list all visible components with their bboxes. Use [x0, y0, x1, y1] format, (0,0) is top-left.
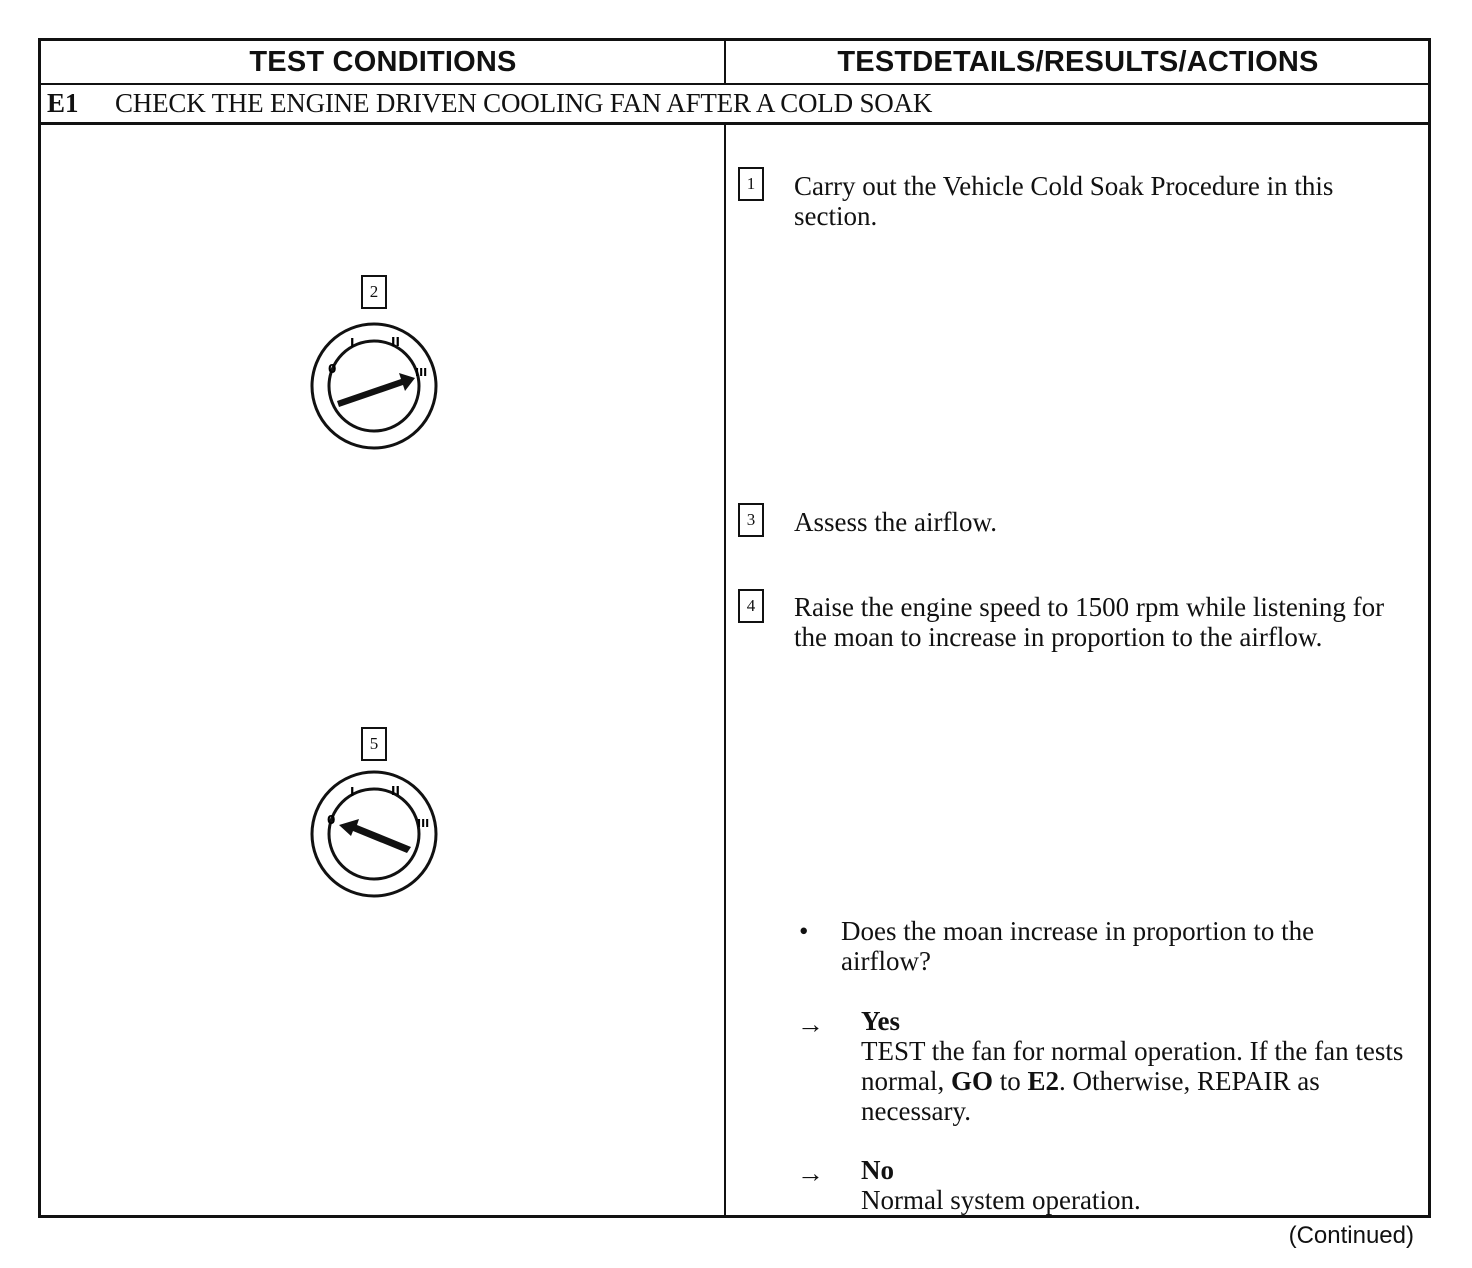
- header-test-conditions: TEST CONDITIONS: [41, 41, 725, 85]
- step-title: CHECK THE ENGINE DRIVEN COOLING FAN AFTER A COLD SOAK: [115, 88, 933, 118]
- continued-label: (Continued): [1288, 1222, 1414, 1249]
- switch-pos-2: II: [391, 335, 400, 349]
- yes-label: Yes: [861, 1006, 900, 1036]
- step-3-text: Assess the airflow.: [794, 507, 997, 537]
- column-divider: [724, 125, 726, 1218]
- yes-arrow: →: [797, 1009, 824, 1039]
- switch-pos-0: 0: [327, 813, 336, 827]
- step-4-box: 4: [738, 589, 764, 623]
- switch-pos-1: I: [350, 336, 355, 350]
- yes-action-part1: TEST the fan for normal operation. If the fan tests normal,: [861, 1036, 1404, 1096]
- yes-action: [861, 1036, 1421, 1126]
- ignition-switch-run-icon: [309, 321, 439, 451]
- yes-go: GO: [950, 1066, 993, 1096]
- switch-pos-1: I: [350, 785, 355, 799]
- step-1-box: 1: [738, 167, 764, 201]
- diagnostic-table: [38, 38, 1431, 1218]
- ignition-switch-off-icon: [309, 769, 439, 899]
- yes-target-e2: E2: [1027, 1066, 1060, 1096]
- switch-pos-3: III: [417, 817, 430, 830]
- step-4-text: Raise the engine speed to 1500 rpm while listening for the moan to increase in proportion to the airflow.: [794, 592, 1385, 652]
- step-code: E1: [47, 88, 79, 118]
- step-1-text: Carry out the Vehicle Cold Soak Procedure in this section.: [794, 171, 1334, 231]
- yes-action-part2: . Otherwise, REPAIR as necessary.: [861, 1066, 1320, 1126]
- no-label: No: [861, 1155, 894, 1185]
- question-bullet: •: [799, 916, 809, 946]
- switch-pos-3: III: [415, 366, 428, 379]
- yes-to: to: [993, 1066, 1028, 1096]
- no-text: Normal system operation.: [861, 1185, 1141, 1215]
- step-5-box: 5: [361, 727, 387, 761]
- step-row-e1: [41, 85, 1428, 125]
- step-2-box: 2: [361, 275, 387, 309]
- switch-pos-0: 0: [328, 362, 337, 376]
- question-text: Does the moan increase in proportion to the airflow?: [841, 916, 1315, 976]
- header-test-details: TESTDETAILS/RESULTS/ACTIONS: [725, 41, 1431, 85]
- column-divider-top: [724, 41, 726, 85]
- switch-pos-2: II: [391, 784, 400, 798]
- no-arrow: →: [797, 1158, 824, 1188]
- step-3-box: 3: [738, 503, 764, 537]
